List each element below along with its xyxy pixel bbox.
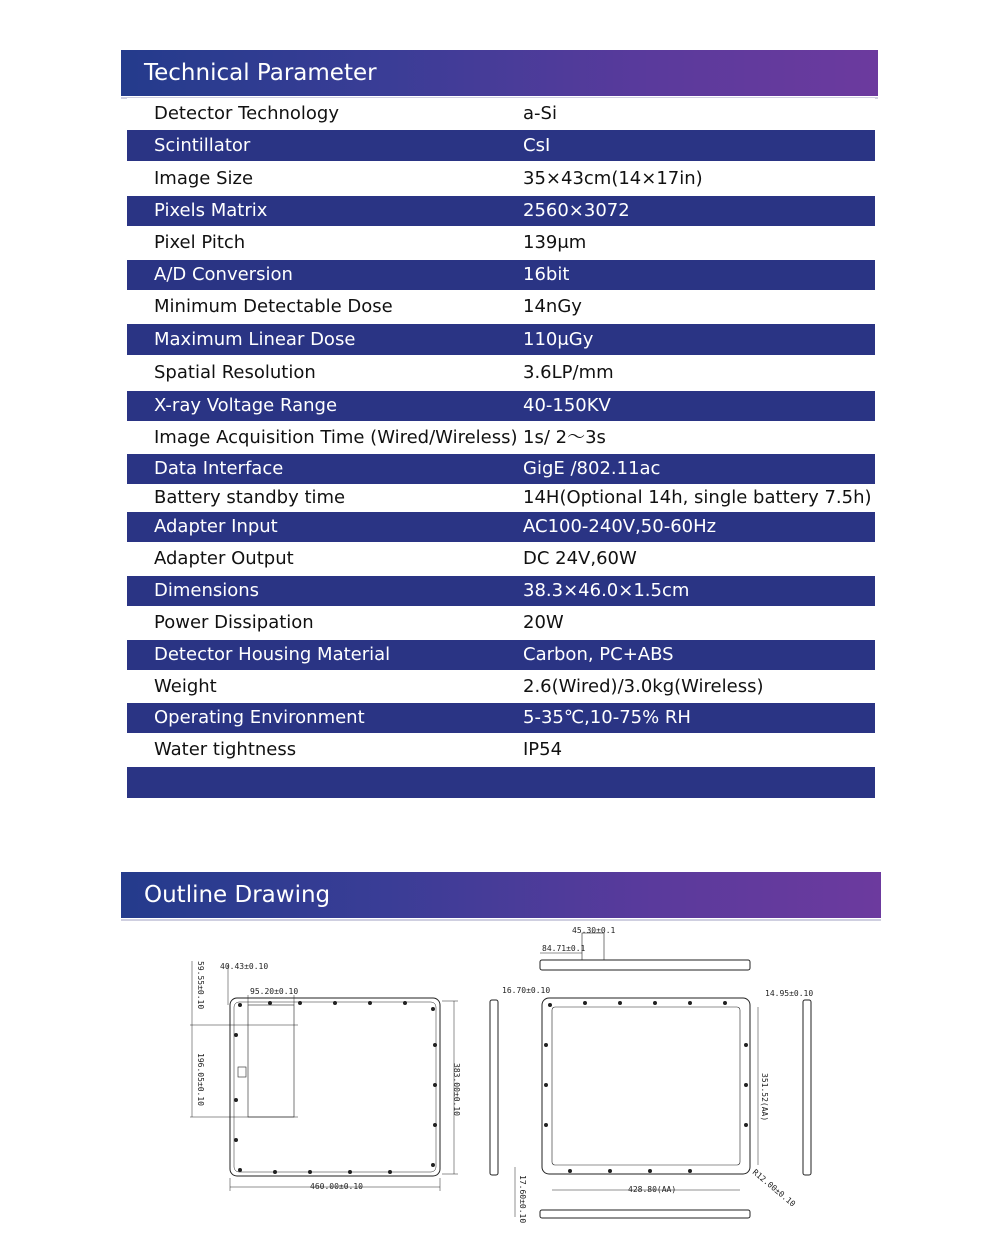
parameter-value: GigE /802.11ac — [523, 458, 661, 479]
parameter-label: Water tightness — [154, 739, 297, 760]
parameter-row — [127, 640, 875, 670]
parameter-row — [127, 260, 875, 290]
parameter-value: 40-150KV — [523, 395, 611, 416]
parameter-row — [127, 512, 875, 542]
parameter-label: Minimum Detectable Dose — [154, 296, 393, 317]
parameter-label: Image Acquisition Time (Wired/Wireless) — [154, 427, 518, 448]
dim-label: 16.70±0.10 — [502, 986, 551, 995]
dim-label: 45.30±0.1 — [572, 926, 616, 935]
parameter-label: Scintillator — [154, 135, 251, 156]
parameter-row — [127, 576, 875, 606]
parameter-row — [127, 290, 875, 324]
parameter-label: X-ray Voltage Range — [154, 395, 338, 416]
parameter-row — [127, 355, 875, 391]
dim-label: 84.71±0.1 — [542, 944, 586, 953]
parameter-value: 14nGy — [523, 296, 582, 317]
parameter-value: DC 24V,60W — [523, 548, 637, 569]
parameter-row — [127, 226, 875, 260]
parameter-row — [127, 196, 875, 226]
technical-parameter-header — [121, 50, 878, 96]
front-view-drawing — [190, 961, 458, 1191]
parameter-label: Image Size — [154, 168, 254, 189]
parameter-label: Pixels Matrix — [154, 200, 268, 221]
dim-label: 95.20±0.10 — [250, 987, 299, 996]
parameter-value: IP54 — [523, 739, 563, 760]
outline-drawing-svg — [180, 925, 820, 1225]
parameter-value: 38.3×46.0×1.5cm — [523, 580, 690, 601]
dim-label: 59.55±0.10 — [196, 961, 205, 1010]
parameter-row — [127, 606, 875, 640]
parameter-row — [127, 703, 875, 733]
parameter-label: Power Dissipation — [154, 612, 314, 633]
parameter-row — [127, 161, 875, 196]
parameter-value: AC100-240V,50-60Hz — [523, 516, 717, 537]
technical-parameter-title: Technical Parameter — [144, 60, 377, 86]
parameter-row — [127, 733, 875, 767]
parameter-value: Carbon, PC+ABS — [523, 644, 674, 665]
table-footer-band — [127, 767, 875, 798]
dim-label: 40.43±0.10 — [220, 962, 269, 971]
dim-label: R12.00±0.10 — [750, 1167, 798, 1209]
parameter-value: 35×43cm(14×17in) — [523, 168, 703, 189]
parameter-value: CsI — [523, 135, 551, 156]
parameter-label: Adapter Output — [154, 548, 294, 569]
parameter-label: Spatial Resolution — [154, 362, 316, 383]
outline-drawing-title: Outline Drawing — [144, 882, 331, 908]
dim-label: 196.05±0.10 — [196, 1053, 205, 1106]
parameter-row — [127, 391, 875, 421]
parameter-label: Data Interface — [154, 458, 284, 479]
parameter-value: 2.6(Wired)/3.0kg(Wireless) — [523, 676, 764, 697]
dim-label: 14.95±0.10 — [765, 989, 814, 998]
parameter-value: 110μGy — [523, 329, 594, 350]
parameter-value: 14H(Optional 14h, single battery 7.5h) — [523, 487, 872, 508]
parameter-row — [127, 670, 875, 703]
parameter-label: Pixel Pitch — [154, 232, 246, 253]
dim-label: 17.60±0.10 — [518, 1175, 527, 1224]
parameter-row — [127, 130, 875, 161]
outline-drawing-header — [121, 872, 881, 918]
parameter-label: Dimensions — [154, 580, 260, 601]
parameter-label: A/D Conversion — [154, 264, 293, 285]
parameter-row — [127, 454, 875, 484]
parameter-label: Operating Environment — [154, 707, 365, 728]
parameter-table — [127, 98, 875, 798]
parameter-row — [127, 542, 875, 576]
parameter-row — [127, 484, 875, 512]
parameter-label: Detector Housing Material — [154, 644, 391, 665]
parameter-row — [127, 98, 875, 130]
parameter-label: Maximum Linear Dose — [154, 329, 356, 350]
parameter-label: Adapter Input — [154, 516, 278, 537]
parameter-label: Detector Technology — [154, 103, 339, 124]
parameter-value: 1s/ 2～3s — [523, 427, 606, 448]
parameter-value: 2560×3072 — [523, 200, 630, 221]
dim-label: 351.52(AA) — [760, 1073, 769, 1122]
dim-label: 460.00±0.10 — [310, 1182, 363, 1191]
parameter-value: 5-35℃,10-75% RH — [523, 707, 691, 728]
parameter-row — [127, 421, 875, 454]
parameter-value: 20W — [523, 612, 564, 633]
parameter-value: 16bit — [523, 264, 570, 285]
parameter-label: Weight — [154, 676, 217, 697]
outline-drawings — [180, 925, 820, 1225]
parameter-label: Battery standby time — [154, 487, 346, 508]
parameter-row — [127, 324, 875, 355]
dim-label: 383.00±0.10 — [452, 1063, 461, 1116]
parameter-value: 3.6LP/mm — [523, 362, 614, 383]
dim-label: 428.80(AA) — [628, 1185, 677, 1194]
parameter-value: a-Si — [523, 103, 557, 124]
parameter-value: 139μm — [523, 232, 587, 253]
